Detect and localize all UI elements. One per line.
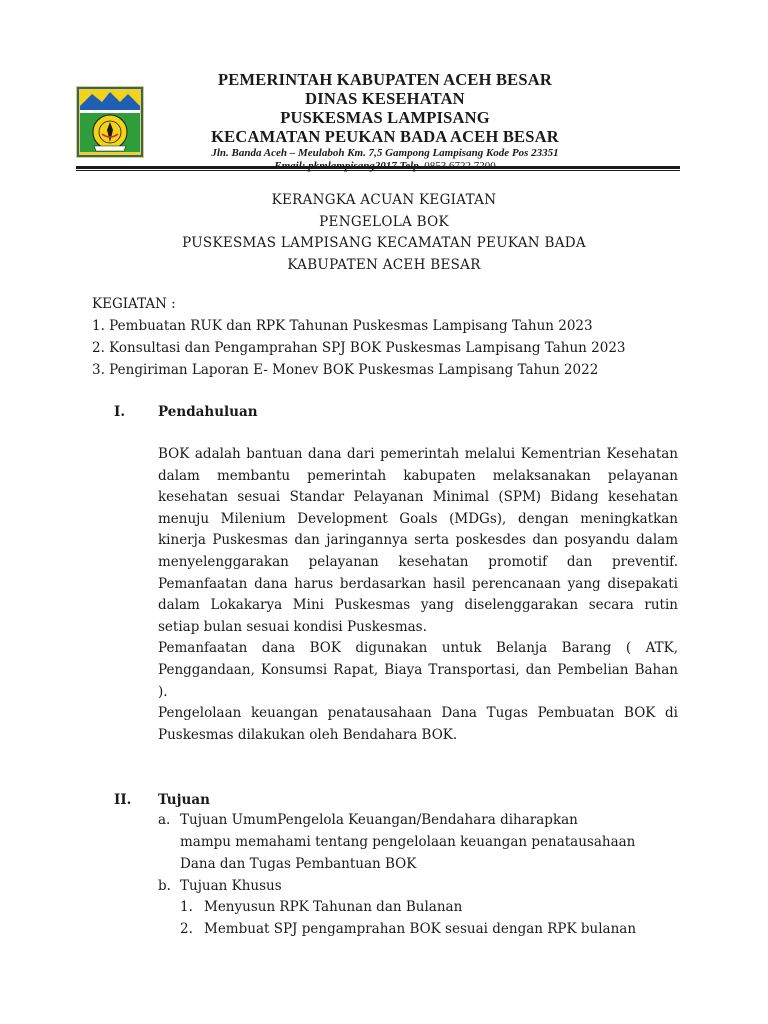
- letterhead-address: Jln. Banda Aceh – Meulaboh Km. 7,5 Gampong Lampisang Kode Pos 23351: [211, 147, 559, 159]
- kegiatan-item: 3. Pengiriman Laporan E- Monev BOK Puskesmas Lampisang Tahun 2022: [92, 362, 599, 378]
- letterhead-line3: PUSKESMAS LAMPISANG: [280, 108, 490, 127]
- letterhead: [150, 70, 620, 173]
- title-line4: KABUPATEN ACEH BESAR: [287, 256, 481, 273]
- tujuan-khusus-item-marker: 1.: [180, 899, 193, 915]
- section1-number: I.: [114, 404, 126, 420]
- title-line2: PENGELOLA BOK: [319, 213, 449, 230]
- title-line1: KERANGKA ACUAN KEGIATAN: [271, 192, 497, 208]
- letterhead-line1: PEMERINTAH KABUPATEN ACEH BESAR: [218, 70, 552, 89]
- section2-number: II.: [114, 792, 132, 808]
- section1-paragraph: Pengelolaan keuangan penatausahaan Dana Tugas Pembuatan BOK di Puskesmas dilakukan oleh Bendahara BOK.: [158, 705, 678, 743]
- tujuan-b-marker: b.: [158, 878, 171, 894]
- section1-paragraph: BOK adalah bantuan dana dari pemerintah melalui Kementrian Kesehatan dalam membantu pemerintah kabupaten melaksanakan pelayanan kesehatan sesuai Standar Pelayanan Minimal (SPM) Bidang kesehatan menuju Milenium Development Goals (MDGs), dengan meningkatkan kinerja Puskesmas dan jaringannya serta poskesdes dan posyandu dalam menyelenggarakan pelayanan kesehatan promotif dan preventif. Pemanfaatan dana harus berdasarkan hasil perencanaan yang disepakati dalam Lokakarya Mini Puskesmas yang diselenggarakan secara rutin setiap bulan sesuai kondisi Puskesmas.: [158, 446, 678, 635]
- kegiatan-item: 1. Pembuatan RUK dan RPK Tahunan Puskesmas Lampisang Tahun 2023: [92, 318, 593, 334]
- letterhead-divider-thick: [76, 166, 680, 169]
- kegiatan-item: 2. Konsultasi dan Pengamprahan SPJ BOK Puskesmas Lampisang Tahun 2023: [92, 340, 626, 356]
- letterhead-line2: DINAS KESEHATAN: [305, 89, 465, 108]
- tujuan-umum-line: Dana dan Tugas Pembantuan BOK: [180, 856, 417, 872]
- section1-title: Pendahuluan: [158, 404, 258, 420]
- tujuan-khusus-item: Membuat SPJ pengamprahan BOK sesuai dengan RPK bulanan: [204, 921, 637, 937]
- section1-paragraph: Pemanfaatan dana BOK digunakan untuk Belanja Barang ( ATK, Penggandaan, Konsumsi Rapat, Biaya Transportasi, dan Pembelian Bahan ).: [158, 640, 678, 700]
- section1-body: [158, 444, 678, 746]
- tujuan-umum-line: mampu memahami tentang pengelolaan keuangan penatausahaan: [180, 834, 636, 850]
- letterhead-line4: KECAMATAN PEUKAN BADA ACEH BESAR: [211, 127, 559, 146]
- aceh-besar-crest-icon: [76, 86, 144, 158]
- document-title: [0, 190, 768, 276]
- section2-title: Tujuan: [158, 792, 210, 808]
- tujuan-umum-line: Tujuan UmumPengelola Keuangan/Bendahara diharapkan: [180, 812, 578, 828]
- tujuan-khusus-item: Menyusun RPK Tahunan dan Bulanan: [204, 899, 463, 915]
- tujuan-khusus-item-marker: 2.: [180, 921, 193, 937]
- tujuan-khusus-label: Tujuan Khusus: [180, 878, 282, 894]
- tujuan-a-marker: a.: [158, 812, 171, 828]
- kegiatan-label: KEGIATAN :: [92, 296, 176, 312]
- letterhead-divider-thin: [76, 170, 680, 171]
- title-line3: PUSKESMAS LAMPISANG KECAMATAN PEUKAN BADA: [182, 235, 586, 251]
